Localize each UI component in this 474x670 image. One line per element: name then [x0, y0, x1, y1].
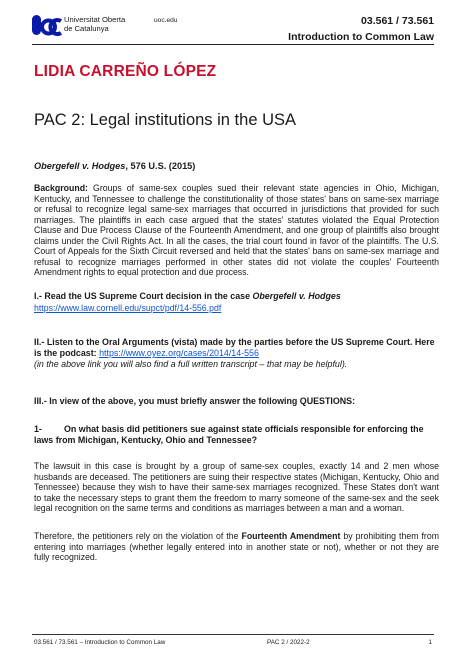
question-1-text: On what basis did petitioners sue against state officials responsible for enforcing the laws from Michigan, Kentucky, Ohio and Tennessee?	[34, 424, 424, 445]
answer-paragraph-1: The lawsuit in this case is brought by a group of same-sex couples, exactly 14 and 2 men whose husbands are deceased. The petitioners are suing their respective states (Michigan, Kentucky, Ohio and Tennessee) because they wish to have their same-sex marriages recognized. These States don't want to take the necessary steps to grant them the freedom to marry someone of the same-sex and the seek legal recognition on the same terms and conditions as marriages between a man and a woman.	[34, 461, 439, 513]
footer-divider	[32, 634, 434, 635]
university-url[interactable]: uoc.edu	[154, 17, 178, 24]
page-number: 1	[428, 639, 432, 646]
course-name: Introduction to Common Law	[288, 31, 434, 43]
case-citation	[34, 161, 195, 171]
answer-p2-before: Therefore, the petitioners rely on the violation of the	[34, 531, 242, 541]
answer-p2-after: by prohibiting them from entering into marriages (whether legally entered into in another state or not), whether or not they are fully recognized.	[34, 531, 440, 562]
section-3-heading: III.- In view of the above, you must briefly answer the following QUESTIONS:	[34, 396, 356, 406]
answer-p2-bold: Fourteenth Amendment	[241, 531, 341, 541]
background-text: Groups of same-sex couples sued their relevant state agencies in Ohio, Michigan, Kentucky, and Tennessee to challenge the constitutionality of those states' bans on same-sex marriage or refusal to recognize legal same-sex marriages that occurred in jurisdictions that provided for such marriages. The plaintiffs in each case argued that the states' statutes violated the Equal Protection Clause and Due Process Clause of the Fourteenth Amendment, and one group of plaintiffs also brought claims under the Civil Rights Act. In all the cases, the trial court found in favor of the plaintiffs. The U.S. Court of Appeals for the Sixth Circuit reversed and held that the states' bans on same-sex marriage and refusal to recognize marriages performed in other states did not violate the couples' Fourteenth Amendment rights to equal protection and due process.	[34, 183, 439, 277]
cornell-pdf-link[interactable]: https://www.law.cornell.edu/supct/pdf/14-556.pdf	[34, 303, 222, 313]
uoc-logo-icon	[32, 15, 62, 39]
course-code: 03.561 / 73.561	[361, 15, 434, 27]
section-1-heading	[34, 291, 444, 301]
question-1	[34, 424, 439, 446]
oyez-link[interactable]: https://www.oyez.org/cases/2014/14-556	[99, 348, 259, 358]
background-label: Background:	[34, 183, 88, 193]
section-1-link-line	[34, 303, 221, 313]
section-1-case-name: Obergefell v. Hodges	[252, 291, 341, 301]
section-1-heading-text: I.- Read the US Supreme Court decision in the case	[34, 291, 253, 301]
case-name: Obergefell v. Hodges	[34, 161, 126, 171]
case-cite: , 576 U.S. (2015)	[125, 161, 196, 171]
question-1-number: 1-	[34, 424, 42, 434]
section-2-note: (in the above link you will also find a full written transcript – that may be helpful).	[34, 359, 348, 369]
university-name-line1: Universitat Oberta	[64, 15, 126, 24]
footer-course: 03.561 / 73.561 – Introduction to Common Law	[34, 639, 166, 646]
background-paragraph	[34, 183, 439, 278]
section-2	[34, 337, 439, 370]
footer-assignment: PAC 2 / 2022-2	[267, 639, 310, 646]
answer-paragraph-2	[34, 531, 439, 563]
header-divider	[32, 44, 434, 45]
section-2-heading: II.- Listen to the Oral Arguments (vista) made by the parties before the US Supreme Court. Here is the podcast:	[34, 337, 435, 358]
university-name	[64, 15, 125, 33]
document-title: PAC 2: Legal institutions in the USA	[34, 111, 297, 129]
university-name-line2: de Catalunya	[64, 24, 109, 33]
author-name: LIDIA CARREÑO LÓPEZ	[34, 63, 217, 80]
